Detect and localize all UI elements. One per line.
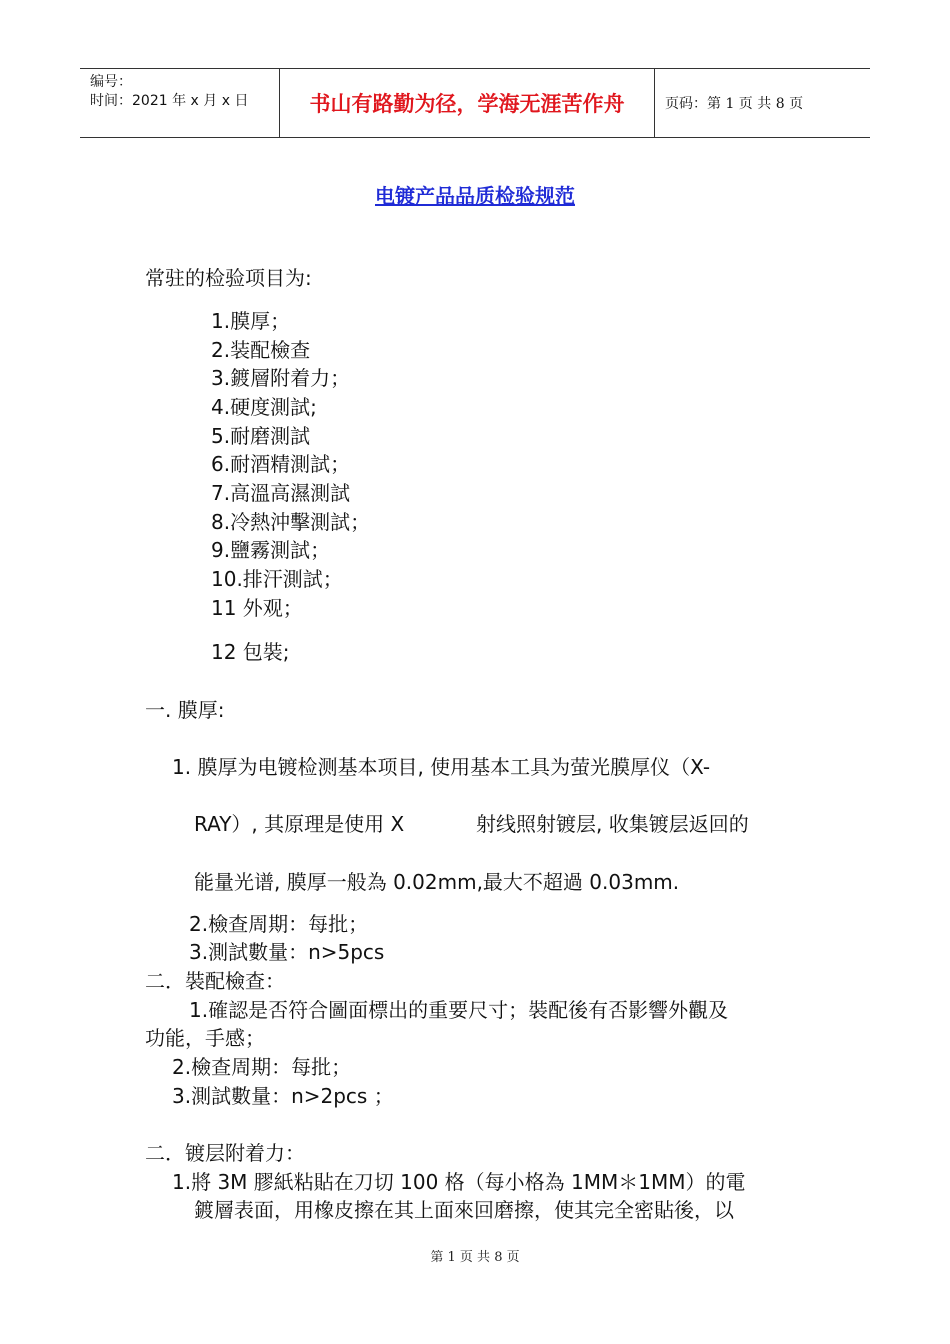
section1-p1-line3: 能量光谱, 膜厚一般為 0.02mm,最大不超過 0.03mm. (194, 870, 680, 894)
list-item: 9.鹽霧測試； (211, 538, 331, 562)
list-item: 11 外观； (211, 596, 303, 620)
list-item: 2.装配檢查 (211, 338, 311, 362)
header-table (80, 68, 870, 138)
section3-p1-line1: 1.將 3M 膠紙粘貼在刀切 100 格（每小格為 1MM＊1MM）的電 (172, 1170, 746, 1194)
list-item: 5.耐磨測試 (211, 424, 311, 448)
header-page-info: 页码：第 1 页 共 8 页 (665, 96, 804, 112)
list-item: 8.冷熱沖擊測試； (211, 510, 371, 534)
section1-heading: 一. 膜厚: (145, 698, 225, 722)
section2-p3: 3.測試數量：n>2pcs ； (172, 1084, 394, 1108)
list-item: 3.鍍層附着力； (211, 366, 351, 390)
section2-p1-line1: 1.確認是否符合圖面標出的重要尺寸；裝配後有否影響外觀及 (189, 998, 729, 1022)
section2-heading: 二．裝配檢查： (145, 969, 285, 993)
list-item: 7.高溫高濕測試 (211, 481, 351, 505)
list-item: 12 包裝; (211, 640, 290, 664)
list-item: 10.排汗測試； (211, 567, 343, 591)
section3-heading: 二．镀层附着力： (145, 1141, 305, 1165)
section3-p1-line2: 鍍層表面，用橡皮擦在其上面來回磨擦，使其完全密貼後，以 (194, 1198, 734, 1222)
number-label: 编号： (90, 74, 132, 90)
section1-p1-line2b: 射线照射镀层, 收集镀层返回的 (476, 812, 749, 836)
list-item: 4.硬度測試; (211, 395, 317, 419)
intro-text: 常驻的检验项目为: (145, 266, 312, 290)
time-label: 时间：2021 年 x 月 x 日 (90, 93, 249, 109)
section2-p2: 2.檢查周期：每批； (172, 1055, 352, 1079)
section2-p1-line2: 功能，手感； (145, 1026, 265, 1050)
section1-p1-line2a: RAY）, 其原理是使用 X (194, 812, 405, 836)
list-item: 6.耐酒精測試； (211, 452, 351, 476)
section1-p1-line1: 1. 膜厚为电镀检测基本项目, 使用基本工具为萤光膜厚仪（X- (172, 755, 711, 779)
list-item: 1.膜厚； (211, 309, 291, 333)
header-meta (80, 69, 280, 137)
page-footer: 第 1 页 共 8 页 (430, 1250, 520, 1265)
section1-p3: 3.測試數量：n>5pcs (189, 940, 385, 964)
section1-p2: 2.檢查周期：每批； (189, 912, 369, 936)
header-motto: 书山有路勤为径，学海无涯苦作舟 (280, 69, 655, 137)
document-title: 电镀产品品质检验规范 (375, 184, 575, 208)
